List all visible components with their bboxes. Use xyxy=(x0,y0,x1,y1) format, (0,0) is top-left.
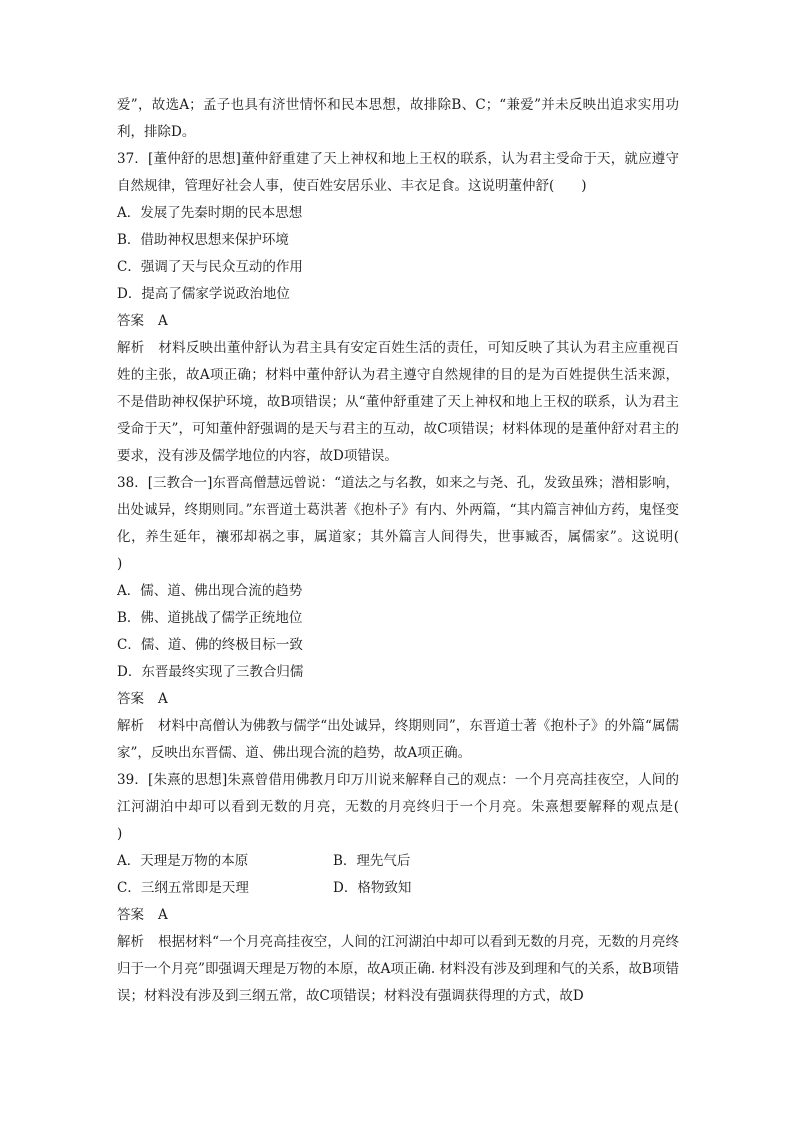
option-d: D．提高了儒家学说政治地位 xyxy=(117,286,290,302)
answer-value: A xyxy=(158,907,168,923)
answer-label: 答案 xyxy=(117,691,144,707)
explanation-text: 材料反映出董仲舒认为君主具有安定百姓生活的责任，可知反映了其认为君主应重视百姓的主张，故A项正确；材料中董仲舒认为君主遵守自然规律的目的是为百姓提供生活来源，不是借助神权保护环境，故B项错误；从“董仲舒重建了天上神权和地上王权的联系，认为君主受命于天”，可知董仲舒强调的是天与君主的互动，故C项错误；材料体现的是董仲舒对君主的要求，没有涉及儒学地位的内容，故D项错误。 xyxy=(117,340,680,464)
explanation xyxy=(117,929,679,1010)
answer-line xyxy=(117,686,679,713)
question-37 xyxy=(117,146,679,470)
option-b: B．借助神权思想来保护环境 xyxy=(117,232,289,248)
explanation xyxy=(117,335,679,470)
option-a: A．发展了先秦时期的民本思想 xyxy=(117,205,303,221)
answer-value: A xyxy=(158,691,168,707)
answer-value: A xyxy=(158,313,168,329)
explanation-label: 解析 xyxy=(117,340,145,356)
explanation-label: 解析 xyxy=(117,934,145,950)
answer-label: 答案 xyxy=(117,313,144,329)
question-39 xyxy=(117,767,706,1010)
explanation-label: 解析 xyxy=(117,718,145,734)
explanation xyxy=(117,713,679,767)
option-d: D．格物致知 xyxy=(333,880,412,896)
answer-line xyxy=(117,902,679,929)
option-a: A．儒、道、佛出现合流的趋势 xyxy=(117,583,303,599)
answer-line xyxy=(117,308,679,335)
option-c: C．儒、道、佛的终极目标一致 xyxy=(117,637,303,653)
option-a: A．天理是万物的本原 xyxy=(117,853,249,869)
option-b: B．佛、道挑战了儒学正统地位 xyxy=(117,610,303,626)
option-b: B．理先气后 xyxy=(333,853,411,869)
option-row xyxy=(117,848,679,875)
option-c: C．三纲五常即是天理 xyxy=(117,880,249,896)
option-d: D．东晋最终实现了三教合归儒 xyxy=(117,664,304,680)
explanation-text: 根据材料“一个月亮高挂夜空，人间的江河湖泊中却可以看到无数的月亮，无数的月亮终归于一个月亮”即强调天理是万物的本原，故A项正确. 材料没有涉及到理和气的关系，故B项错误；材料没有涉及到三纲五常，故C项错误；材料没有强调获得理的方式，故D xyxy=(117,934,680,1004)
document-page xyxy=(117,92,706,1010)
explanation-text: 材料中高僧认为佛教与儒学“出处诚异，终期则同”，东晋道士著《抱朴子》的外篇“属儒家”，反映出东晋儒、道、佛出现合流的趋势，故A项正确。 xyxy=(117,718,679,761)
answer-label: 答案 xyxy=(117,907,144,923)
question-stem: 37．[董仲舒的思想]董仲舒重建了天上神权和地上王权的联系，认为君主受命于天，就应遵守自然规律，管理好社会人事，使百姓安居乐业、丰衣足食。这说明董仲舒( ) xyxy=(117,151,679,194)
previous-explanation-tail: 爱”，故选A；孟子也具有济世情怀和民本思想，故排除B、C；“兼爱”并未反映出追求实用功利，排除D。 xyxy=(117,97,679,140)
question-stem: 38．[三教合一]东晋高僧慧远曾说：“道法之与名教，如来之与尧、孔，发致虽殊；潜相影响，出处诚异，终期则同。”东晋道士葛洪著《抱朴子》有内、外两篇，“其内篇言神仙方药，鬼怪变化，养生延年，禳邪却祸之事，属道家；其外篇言人间得失，世事臧否，属儒家”。这说明( ) xyxy=(117,475,706,572)
question-stem: 39．[朱熹的思想]朱熹曾借用佛教月印万川说来解释自己的观点：一个月亮高挂夜空，人间的江河湖泊中却可以看到无数的月亮，无数的月亮终归于一个月亮。朱熹想要解释的观点是( ) xyxy=(117,772,706,842)
option-c: C．强调了天与民众互动的作用 xyxy=(117,259,303,275)
option-row xyxy=(117,875,679,902)
question-38 xyxy=(117,470,706,767)
